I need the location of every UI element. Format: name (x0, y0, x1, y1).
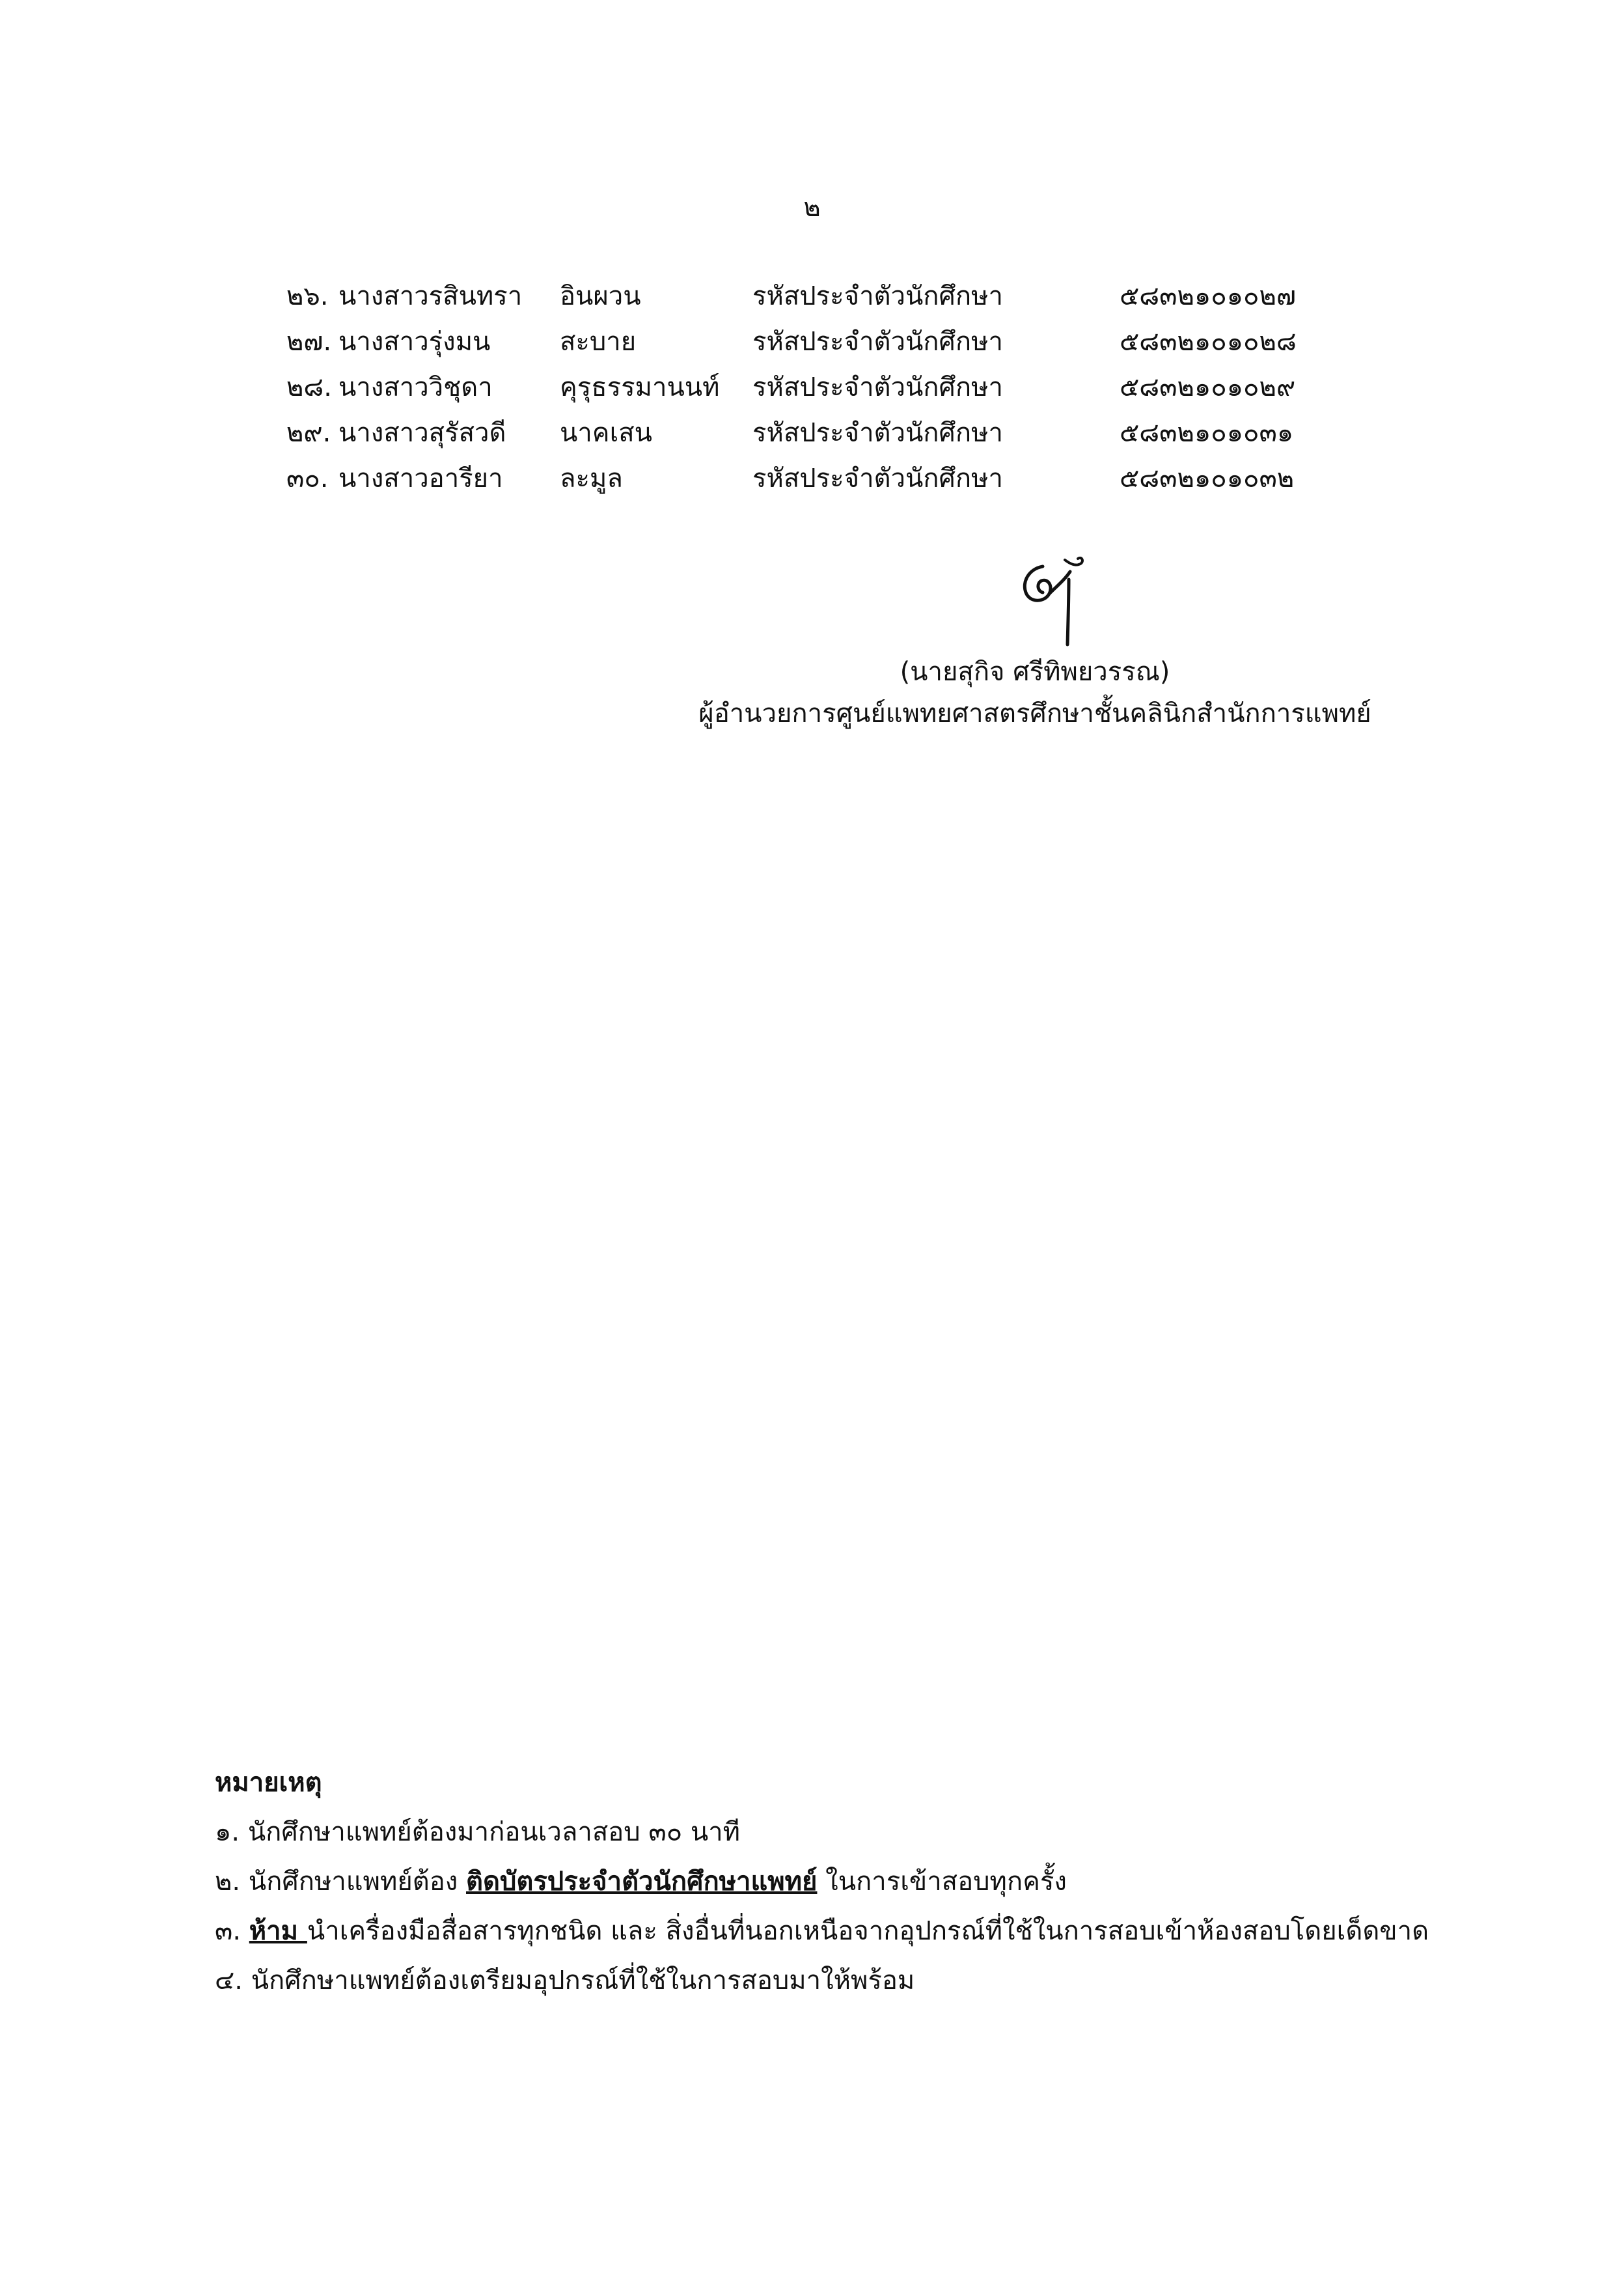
student-last-name: นาคเสน (560, 418, 652, 448)
student-first-name: นางสาวรสินทรา (338, 281, 523, 311)
student-last-name: สะบาย (560, 327, 637, 357)
notes-section (215, 1758, 1452, 2005)
student-id-label: รหัสประจำตัวนักศึกษา (752, 327, 1003, 357)
note-text: ๒. นักศึกษาแพทย์ต้อง (215, 1867, 466, 1897)
notes-title: หมายเหตุ (215, 1768, 322, 1798)
student-id-label: รหัสประจำตัวนักศึกษา (752, 464, 1003, 494)
signature-block (677, 540, 1393, 734)
student-last-name: อินผวน (560, 281, 641, 311)
student-first-name: นางสาวสุรัสวดี (338, 418, 506, 448)
student-id-label: รหัสประจำตัวนักศึกษา (752, 418, 1003, 448)
student-id-label: รหัสประจำตัวนักศึกษา (752, 372, 1003, 402)
student-number: ๒๙. (286, 418, 331, 448)
student-last-name: คุรุธรรมานนท์ (560, 372, 720, 402)
student-number: ๒๖. (286, 281, 329, 311)
student-number: ๒๗. (286, 327, 332, 357)
student-first-name: นางสาวรุ่งมน (338, 327, 491, 357)
handwritten-signature (1002, 540, 1107, 651)
student-number: ๓๐. (286, 464, 329, 494)
student-last-name: ละมูล (560, 464, 623, 494)
student-id: ๕๘๓๒๑๐๑๐๓๑ (1120, 418, 1294, 448)
note-emphasis: ติดบัตรประจำตัวนักศึกษาแพทย์ (466, 1867, 818, 1897)
student-row (286, 365, 1393, 410)
student-id: ๕๘๓๒๑๐๑๐๒๗ (1120, 281, 1296, 311)
signer-position: ผู้อำนวยการศูนย์แพทยศาสตรศึกษาชั้นคลินิกสำนักการแพทย์ (698, 699, 1371, 729)
student-first-name: นางสาววิชุดา (338, 372, 493, 402)
student-list (286, 273, 1393, 501)
note-text: นำเครื่องมือสื่อสารทุกชนิด และ สิ่งอื่นที่นอกเหนือจากอุปกรณ์ที่ใช้ในการสอบเข้าห้องสอบโดยเด็ดขาด (307, 1916, 1429, 1946)
note-item: ๑. นักศึกษาแพทย์ต้องมาก่อนเวลาสอบ ๓๐ นาที (215, 1817, 741, 1847)
student-id: ๕๘๓๒๑๐๑๐๒๘ (1120, 327, 1297, 357)
note-text: ในการเข้าสอบทุกครั้ง (817, 1867, 1067, 1897)
student-row (286, 319, 1393, 365)
note-item (215, 1906, 1452, 1956)
student-row (286, 456, 1393, 501)
student-id: ๕๘๓๒๑๐๑๐๓๒ (1120, 464, 1295, 494)
note-item (215, 1857, 1452, 1906)
note-item: ๔. นักศึกษาแพทย์ต้องเตรียมอุปกรณ์ที่ใช้ในการสอบมาให้พร้อม (215, 1966, 915, 1996)
student-first-name: นางสาวอารียา (338, 464, 503, 494)
note-text: ๓. (215, 1916, 249, 1946)
page-number: ๒ (803, 193, 821, 223)
student-row (286, 410, 1393, 456)
student-number: ๒๘. (286, 372, 332, 402)
student-id-label: รหัสประจำตัวนักศึกษา (752, 281, 1003, 311)
student-row (286, 273, 1393, 319)
student-id: ๕๘๓๒๑๐๑๐๒๙ (1120, 372, 1296, 402)
note-emphasis: ห้าม (249, 1916, 307, 1946)
signer-name: (นายสุกิจ ศรีทิพยวรรณ) (900, 657, 1170, 687)
